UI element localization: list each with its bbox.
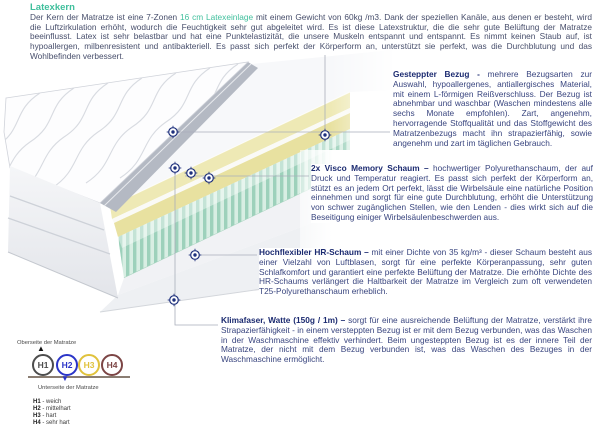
annotation-separator: – [361,247,372,257]
bottom-side-marker-icon: ▼ [61,374,69,383]
legend-item: H1 - weich [33,399,62,405]
hardness-level-h2: H2 [56,354,78,376]
hardness-level-h3: H3 [78,354,100,376]
annotation-body: sorgt für eine ausreichende Belüftung der Matratze, verstärkt ihre Strapazierfähigkeit - in einem versteppten Bezug ist er mit dem Bezug verbunden, was das Waschen in der Waschmaschine effektiv verhindert. Beim ungesteppten Bezug ist es der innere Teil der Matratze, der nicht mit dem Bezug verbunden ist, was das Waschen des Bezuges in der Waschmaschine ermöglicht. [221,315,592,365]
annotation-heading: Klimafaser, Watte (150g / 1m) [221,315,338,325]
annotation-separator: – [419,163,434,173]
annotation-body: hochwertiger Polyurethanschaum, der auf Druck und Temperatur reagiert. Es passt sich perfekt der Körperform an, stützt es an jedem Ort perfekt, lässt die Wirbelsäule eine natürliche Position einnehmen und sorgt für eine gute Durchblutung, erhöht die Unterstützung von schwer zugänglichen Stellen, wie den Lenden - dies wirkt sich auf die Beseitigung einiger Wirbelsäulenbeschwerden aus. [311,163,593,222]
hardness-level-h1: H1 [32,354,54,376]
legend-item: H3 - hart [33,412,57,419]
legend-item: H4 - sehr hart [33,419,70,426]
hardness-baseline [28,376,130,378]
annotation-separator: – [337,315,349,325]
annotation-heading: Gesteppter Bezug [393,69,470,79]
hardness-level-h4: H4 [101,354,123,376]
annotation-separator: - [469,69,488,79]
annotation-hr-schaum [259,248,592,297]
legend-item: H2 - mittelhart [33,405,71,412]
annotation-klimafaser-watte [221,316,592,365]
latexkern-paragraph [30,13,592,62]
page-title: Latexkern [30,2,75,13]
annotation-gesteppter-bezug [393,70,592,148]
annotation-heading: 2x Visco Memory Schaum [311,163,420,173]
annotation-body: mehrere Bezugsarten zur Auswahl, hypoallergenes, antiallergisches Material, mit einem L-förmigen Reißverschluss. Der Bezug ist abnehmbar und waschbar (Waschen mindestens alle sechs Monate empfohlen). Zart, angenehm, hervorragende Stoffqualität und das Stoffgewicht des Matratzenbezugs macht ihn strapazierfähig, sowie angenehm und zart im täglichen Gebrauch. [393,69,593,148]
annotation-body: mit einer Dichte von 35 kg/m³ - dieser Schaum besteht aus einer Vielzahl von Luftblasen, sorgt für eine perfekte Körperanpassung, sehr guten Schlafkomfort und garantiert eine perfekte Belüftung der Matratze. Die erhöhte Dichte des HR-Schaums verlängert die Haltbarkeit der Matratze im Vergleich zum oft verwendeten T25-Polyurethanschaum erheblich. [259,247,592,297]
annotation-visco-memory-schaum [311,164,593,223]
top-side-label: Oberseite der Matratze [17,340,77,346]
intro-highlight: 16 cm Latexeinlage [180,12,254,22]
bottom-side-label: Unterseite der Matratze [38,385,99,391]
hardness-legend [33,399,71,427]
top-side-marker-icon: ▲ [37,344,45,353]
intro-text-after: mit einem Gewicht von 60kg /m3. Dank der speziellen Kanäle, aus denen er besteht, wird die Luftzirkulation erhöht, wodurch die Feuchtigkeit sehr gut abgeleitet wird. Es ist diese Latexstruktur, die die sehr gute Belüftung der Matratze beeinflusst. Latex ist sehr belastbar und hat eine Punktelastizität, die unsere Muskeln entspannt und entspannt. Es nimmt keinen Staub auf, ist hypoallergen, milbenresistent und antibakteriell. Es passt sich perfekt der Körperform an, unterstützt sie perfekt, was die Durchblutung und das Wohlbefinden verbessert. [30,12,592,61]
intro-text-before: Der Kern der Matratze ist eine 7-Zonen [30,12,181,22]
annotation-heading: Hochflexibler HR-Schaum [259,247,362,257]
